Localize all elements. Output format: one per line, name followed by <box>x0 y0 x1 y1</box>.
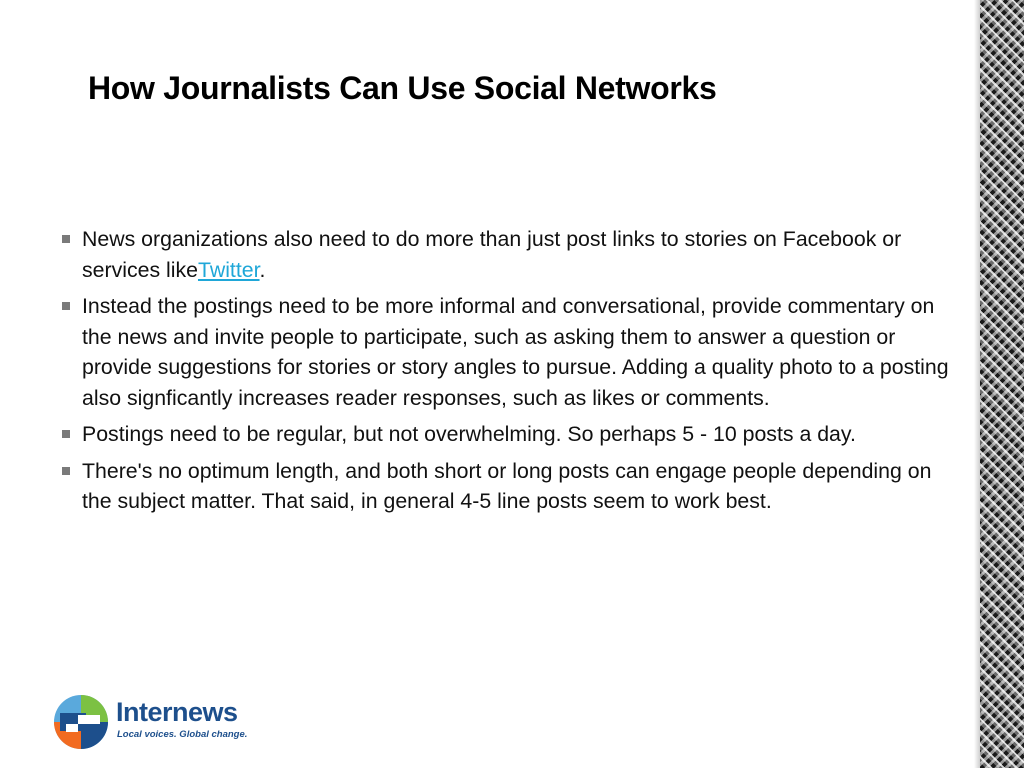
bullet-text: Instead the postings need to be more informal and conversational, provide commentary on the news and invite people to participate, such as asking them to answer a question or provide suggestions for stories or story angles to pursue. Adding a quality photo to a posting also signficantly increases reader responses, such as likes or comments. <box>82 294 949 410</box>
slide-title: How Journalists Can Use Social Networks <box>88 70 717 106</box>
bullet-text-end: . <box>259 257 266 282</box>
internews-logo <box>52 693 252 753</box>
square-bullet-icon <box>62 302 70 310</box>
bullet-item-2 <box>60 291 950 413</box>
bullet-text: News organizations also need to do more than just post links to stories on Facebook or services like <box>82 227 902 282</box>
square-bullet-icon <box>62 430 70 438</box>
bullet-item-3 <box>60 419 950 450</box>
decorative-side-strip <box>980 0 1024 768</box>
twitter-link[interactable]: Twitter <box>197 257 260 282</box>
square-bullet-icon <box>62 467 70 475</box>
logo-wordmark: Internews <box>116 697 238 727</box>
square-bullet-icon <box>62 235 70 243</box>
bullet-list <box>60 224 950 523</box>
internews-logo-icon <box>52 693 110 751</box>
bullet-text: Postings need to be regular, but not overwhelming. So perhaps 5 - 10 posts a day. <box>82 422 856 446</box>
logo-tagline: Local voices. Global change. <box>117 729 248 740</box>
bullet-item-4 <box>60 456 950 517</box>
bullet-item-1 <box>60 224 950 285</box>
bullet-text: There's no optimum length, and both short or long posts can engage people depending on the subject matter. That said, in general 4-5 line posts seem to work best. <box>82 458 932 513</box>
